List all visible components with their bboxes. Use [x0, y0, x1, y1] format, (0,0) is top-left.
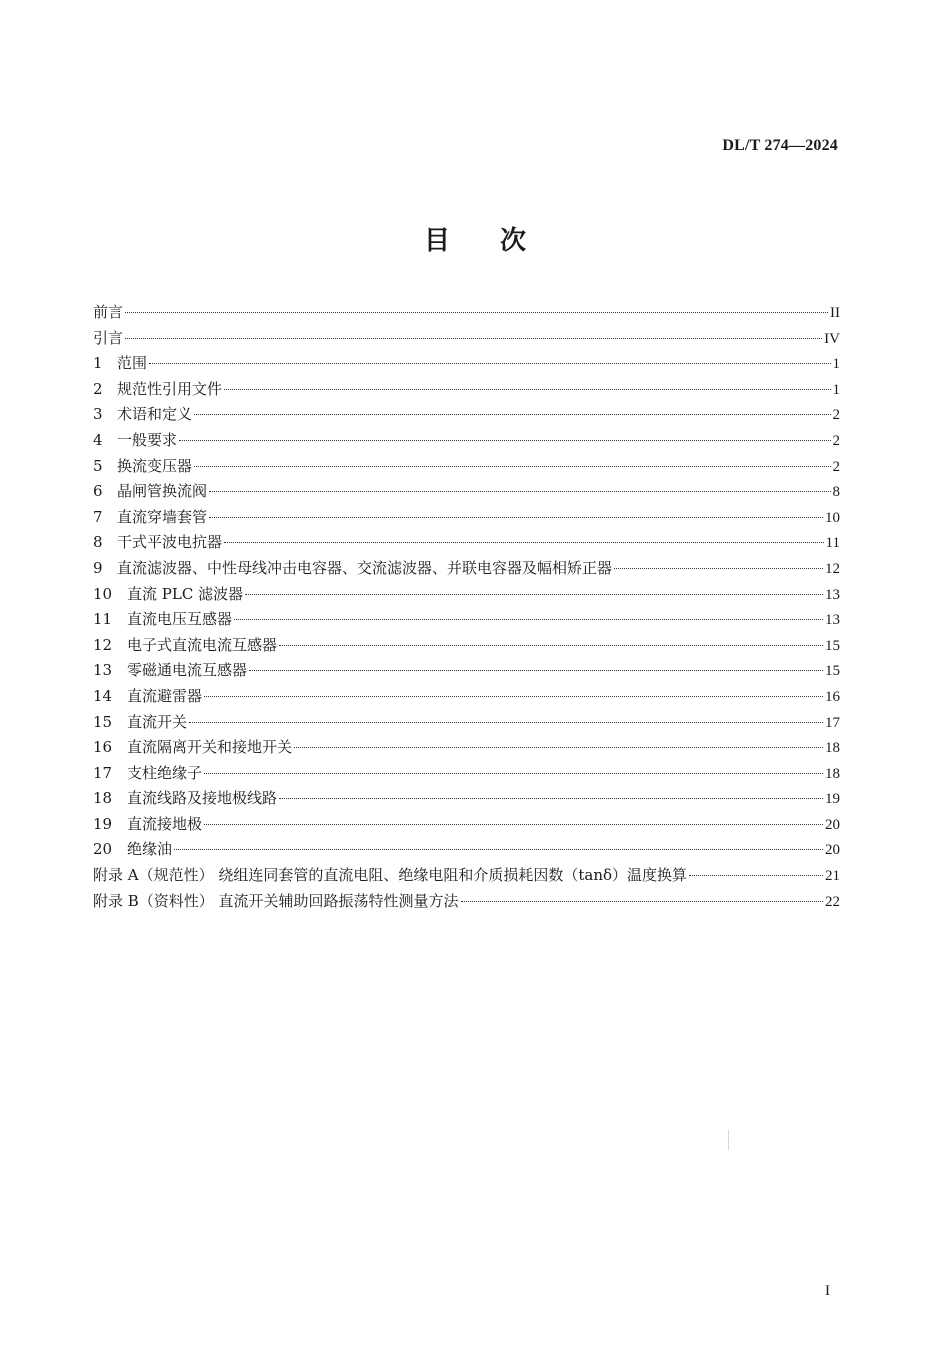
toc-entry-page: 15	[825, 637, 840, 654]
toc-entry-title: 前言	[93, 303, 124, 321]
toc-entry-page: 19	[825, 791, 840, 808]
toc-entry-page: 11	[825, 535, 840, 552]
toc-entry-number: 14	[93, 686, 113, 705]
toc-entry-page: 17	[825, 714, 840, 731]
toc-entry-title: 引言	[93, 328, 124, 347]
toc-dot-leader	[204, 696, 823, 697]
toc-entry-page: 15	[825, 663, 840, 680]
toc-entry-title: 术语和定义	[117, 405, 193, 424]
toc-entry-title: 换流变压器	[117, 456, 193, 475]
toc-entry-page: 13	[825, 612, 840, 629]
toc-dot-leader	[249, 670, 823, 671]
toc-entry-number: 10	[93, 584, 113, 603]
toc-entry-page: II	[830, 305, 840, 321]
toc-entry-title: 直流隔离开关和接地开关	[127, 738, 293, 757]
toc-entry[interactable]	[93, 633, 840, 659]
toc-entry-number: 6	[93, 482, 103, 501]
toc-entry-page: 1	[832, 356, 840, 373]
toc-dot-leader	[149, 363, 830, 364]
toc-dot-leader	[125, 338, 822, 339]
toc-entry[interactable]	[93, 556, 840, 582]
toc-entry-page: 2	[832, 407, 840, 424]
toc-entry-title: 晶闸管换流阀	[117, 482, 208, 501]
toc-entry-page: 20	[825, 816, 840, 833]
toc-entry-title: 直流 PLC 滤波器	[127, 584, 244, 603]
toc-dot-leader	[279, 798, 823, 799]
toc-entry-page: 20	[825, 842, 840, 859]
toc-dot-leader	[461, 901, 823, 902]
scan-artifact	[728, 1130, 729, 1150]
page-number: I	[825, 1283, 830, 1299]
toc-entry[interactable]	[93, 863, 840, 889]
toc-entry-title: 一般要求	[117, 430, 178, 449]
toc-entry-title: 规范性引用文件	[117, 379, 223, 398]
toc-dot-leader	[294, 747, 823, 748]
toc-entry-number: 2	[93, 379, 103, 398]
toc-entry-title: 直流线路及接地极线路	[127, 789, 278, 808]
toc-entry[interactable]	[93, 428, 840, 454]
toc-entry-title: 直流接地极	[127, 814, 203, 833]
toc-entry-number: 20	[93, 840, 113, 859]
toc-entry-page: IV	[824, 330, 840, 347]
toc-entry-page: 2	[832, 432, 840, 449]
toc-entry-number: 13	[93, 661, 113, 680]
toc-entry-title: 直流穿墙套管	[117, 507, 208, 526]
toc-entry-title: 附录 A（规范性） 绕组连同套管的直流电阻、绝缘电阻和介质损耗因数（tanδ）温度换算	[93, 866, 688, 885]
toc-entry[interactable]	[93, 530, 840, 556]
toc-entry-page: 10	[825, 509, 840, 526]
toc-dot-leader	[209, 517, 823, 518]
toc-dot-leader	[234, 619, 823, 620]
toc-entry-page: 18	[825, 740, 840, 757]
toc-dot-leader	[125, 312, 828, 313]
toc-title: 目次	[423, 226, 576, 256]
toc-entry-page: 21	[825, 868, 840, 885]
toc-entry-title: 支柱绝缘子	[127, 763, 203, 782]
toc-entry[interactable]	[93, 402, 840, 428]
toc-entry[interactable]	[93, 582, 840, 608]
toc-entry-number: 5	[93, 456, 103, 475]
toc-entry-number: 18	[93, 789, 113, 808]
toc-entry-title: 电子式直流电流互感器	[127, 635, 278, 654]
toc-entry-number: 4	[93, 430, 103, 449]
toc-entry-page: 1	[832, 381, 840, 398]
toc-dot-leader	[174, 849, 823, 850]
toc-dot-leader	[204, 824, 823, 825]
toc-dot-leader	[194, 466, 830, 467]
toc-dot-leader	[179, 440, 830, 441]
toc-entry[interactable]	[93, 786, 840, 812]
toc-dot-leader	[194, 414, 830, 415]
toc-entry-page: 18	[825, 765, 840, 782]
toc-entry-number: 17	[93, 763, 113, 782]
toc-entry-title: 直流电压互感器	[127, 610, 233, 629]
toc-entry-page: 2	[832, 458, 840, 475]
toc-entry[interactable]	[93, 658, 840, 684]
toc-entry-number: 9	[93, 558, 103, 577]
toc-entry-title: 附录 B（资料性） 直流开关辅助回路振荡特性测量方法	[93, 891, 459, 910]
toc-entry-number: 1	[93, 354, 103, 373]
toc-dot-leader	[204, 773, 823, 774]
toc-dot-leader	[209, 491, 830, 492]
toc-entry-page: 13	[825, 586, 840, 603]
toc-entry-number: 3	[93, 405, 103, 424]
toc-dot-leader	[224, 542, 824, 543]
toc-entry-number: 15	[93, 712, 113, 731]
toc-entry-title: 直流开关	[127, 712, 188, 731]
toc-entry[interactable]	[93, 505, 840, 531]
toc-list	[93, 300, 840, 914]
toc-entry-number: 16	[93, 738, 113, 757]
toc-entry-page: 8	[832, 484, 840, 501]
toc-entry[interactable]	[93, 326, 840, 352]
toc-entry-title: 直流避雷器	[127, 686, 203, 705]
toc-dot-leader	[279, 645, 823, 646]
toc-entry[interactable]	[93, 889, 840, 915]
toc-entry[interactable]	[93, 735, 840, 761]
toc-entry[interactable]	[93, 479, 840, 505]
toc-entry-title: 绝缘油	[127, 840, 173, 859]
toc-entry-title: 零磁通电流互感器	[127, 661, 248, 680]
toc-dot-leader	[189, 722, 823, 723]
toc-entry[interactable]	[93, 684, 840, 710]
toc-entry-page: 16	[825, 688, 840, 705]
toc-entry[interactable]	[93, 837, 840, 863]
toc-entry[interactable]	[93, 710, 840, 736]
toc-dot-leader	[614, 568, 823, 569]
toc-entry-number: 19	[93, 814, 113, 833]
toc-entry[interactable]	[93, 761, 840, 787]
toc-dot-leader	[245, 594, 823, 595]
toc-entry[interactable]	[93, 377, 840, 403]
toc-entry-title: 直流滤波器、中性母线冲击电容器、交流滤波器、并联电容器及幅相矫正器	[117, 558, 613, 577]
toc-entry-title: 范围	[117, 354, 148, 373]
toc-entry-page: 12	[825, 560, 840, 577]
toc-entry[interactable]	[93, 454, 840, 480]
toc-entry-title: 干式平波电抗器	[117, 533, 223, 552]
toc-entry[interactable]	[93, 351, 840, 377]
toc-entry-number: 7	[93, 507, 103, 526]
toc-entry[interactable]	[93, 607, 840, 633]
toc-entry[interactable]	[93, 812, 840, 838]
toc-dot-leader	[689, 875, 823, 876]
toc-entry-number: 12	[93, 635, 113, 654]
toc-entry-page: 22	[825, 893, 840, 910]
document-code: DL/T 274—2024	[722, 137, 838, 154]
toc-dot-leader	[224, 389, 830, 390]
toc-entry-number: 8	[93, 533, 103, 552]
toc-entry[interactable]	[93, 300, 840, 326]
toc-entry-number: 11	[93, 610, 113, 629]
